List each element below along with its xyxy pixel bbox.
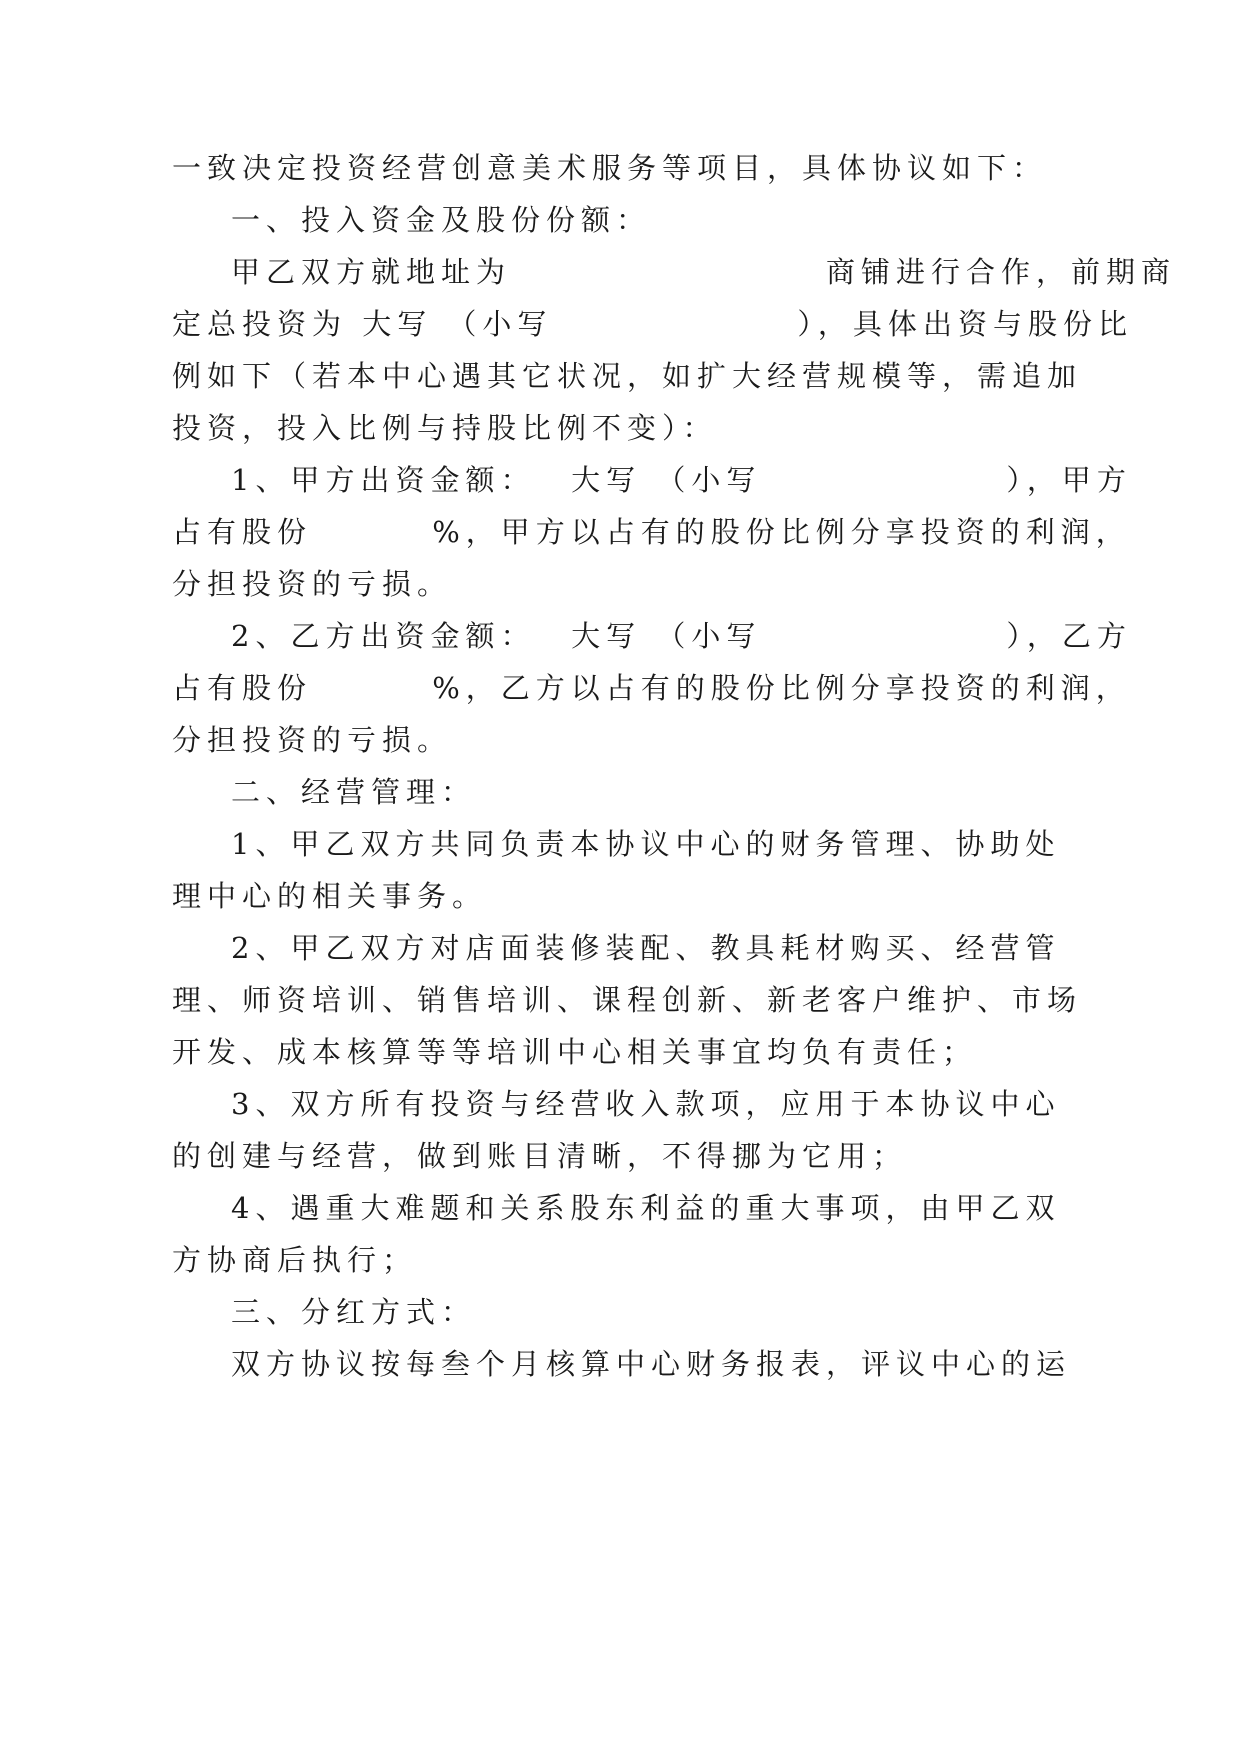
- text-line-15: 理中心的相关事务。: [172, 879, 488, 913]
- text-line-3: 甲乙双方就地址为 商铺进行合作，前期商: [231, 255, 1177, 289]
- text-line-11: 占有股份 %，乙方以占有的股份比例分享投资的利润，: [172, 671, 1131, 705]
- text-line-24: 双方协议按每叁个月核算中心财务报表，评议中心的运: [231, 1347, 1072, 1381]
- text-line-6: 投资，投入比例与持股比例不变）：: [172, 411, 718, 445]
- text-line-14: 1、甲乙双方共同负责本协议中心的财务管理、协助处: [231, 827, 1061, 861]
- section-heading-investment: 一、投入资金及股份份额：: [231, 203, 652, 237]
- text-line-8: 占有股份 %，甲方以占有的股份比例分享投资的利润，: [172, 515, 1131, 549]
- text-line-18: 开发、成本核算等等培训中心相关事宜均负有责任；: [172, 1035, 978, 1069]
- text-line-7: 1、甲方出资金额： 大写 （小写 ），甲方: [231, 463, 1132, 497]
- text-line-1: 一致决定投资经营创意美术服务等项目，具体协议如下：: [172, 151, 1048, 185]
- text-line-9: 分担投资的亏损。: [172, 567, 453, 601]
- text-line-20: 的创建与经营，做到账目清晰，不得挪为它用；: [172, 1139, 908, 1173]
- text-line-5: 例如下（若本中心遇其它状况，如扩大经营规模等，需追加: [172, 359, 1083, 393]
- text-line-12: 分担投资的亏损。: [172, 723, 453, 757]
- text-line-22: 方协商后执行；: [172, 1243, 418, 1277]
- section-heading-dividends: 三、分红方式：: [231, 1295, 477, 1329]
- text-line-17: 理、师资培训、销售培训、课程创新、新老客户维护、市场: [172, 983, 1083, 1017]
- text-line-4: 定总投资为 大写 （小写 ），具体出资与股份比: [172, 307, 1133, 341]
- section-heading-management: 二、经营管理：: [231, 775, 477, 809]
- text-line-19: 3、双方所有投资与经营收入款项，应用于本协议中心: [231, 1087, 1061, 1121]
- text-line-21: 4、遇重大难题和关系股东利益的重大事项，由甲乙双: [231, 1191, 1061, 1225]
- text-line-10: 2、乙方出资金额： 大写 （小写 ），乙方: [231, 619, 1132, 653]
- text-line-16: 2、甲乙双方对店面装修装配、教具耗材购买、经营管: [231, 931, 1061, 965]
